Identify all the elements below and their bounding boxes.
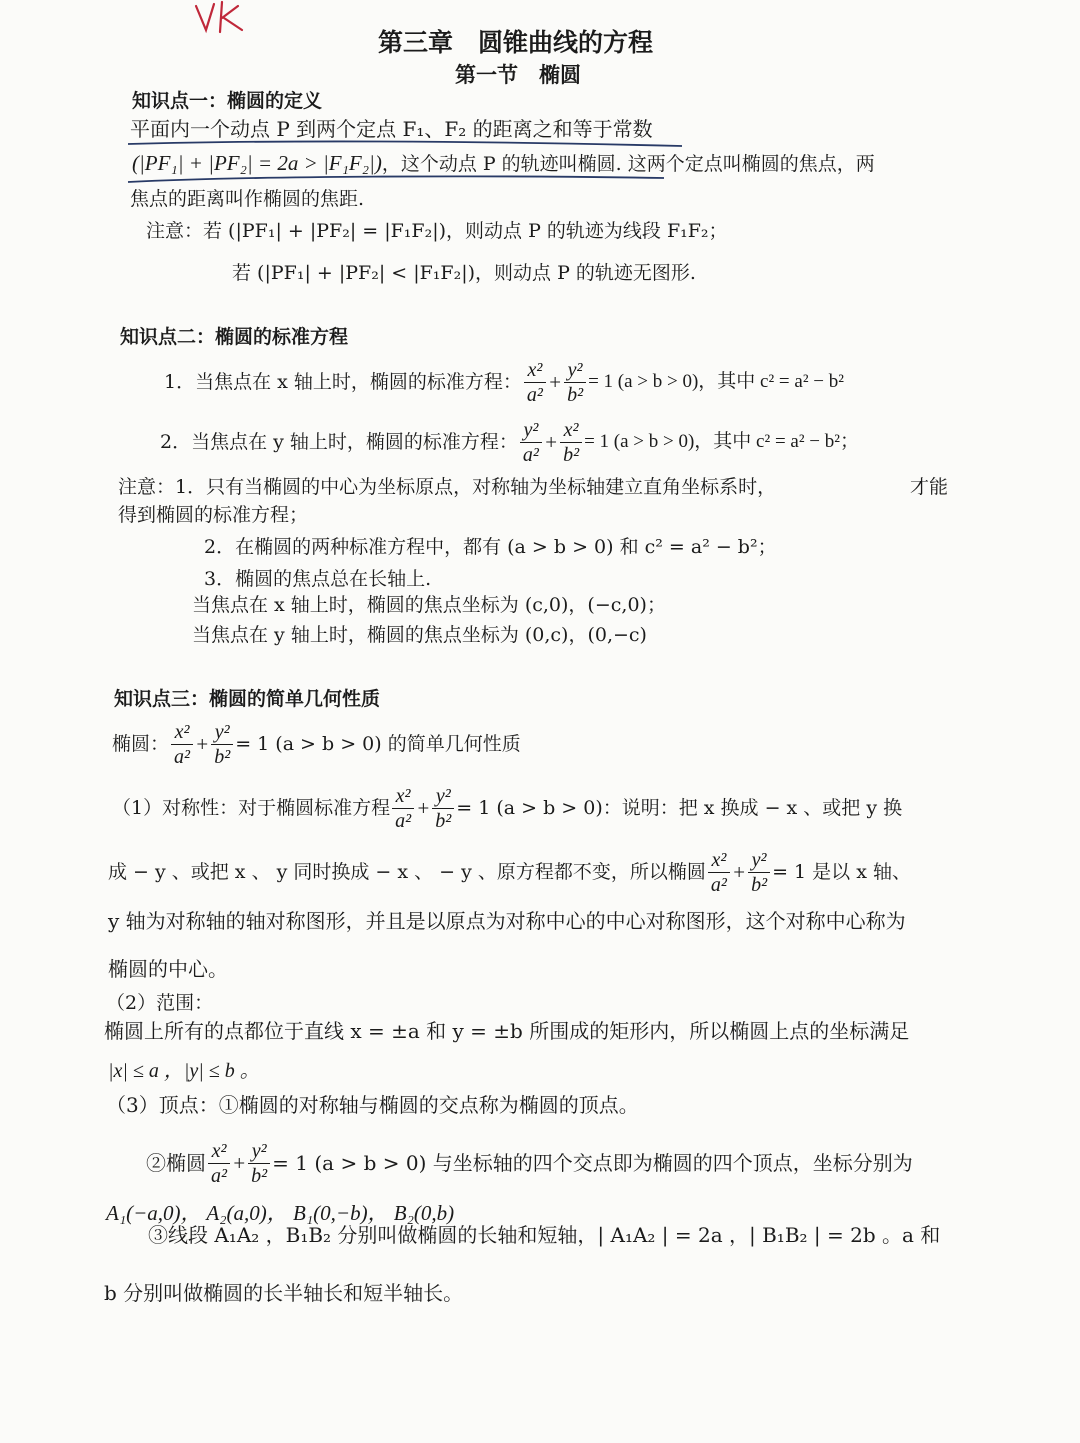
- definition-formula: (|PF₁| + |PF₂| = 2a > |F₁F₂|): [132, 151, 382, 175]
- fraction-y2-b2: [432, 784, 454, 833]
- numerator: y²: [211, 720, 233, 745]
- kp2-item2: [160, 412, 859, 472]
- denominator: b²: [251, 1164, 268, 1187]
- kp3-range-1: 椭圆上所有的点都位于直线 x = ±a 和 y = ±b 所围成的矩形内，所以椭圆上点的坐标满足: [104, 1019, 910, 1043]
- numerator: y²: [564, 358, 586, 383]
- denominator: a²: [211, 1164, 227, 1187]
- plus-sign: +: [232, 1151, 247, 1175]
- kp3-sym2-pre: 成 − y 、或把 x 、 y 同时换成 − x 、 − y 、原方程都不变，所以椭圆: [108, 861, 706, 883]
- chapter-title: 第三章 圆锥曲线的方程: [378, 28, 654, 57]
- kp3-symmetry-3: y 轴为对称轴的轴对称图形，并且是以原点为对称中心的中心对称图形，这个对称中心称为: [108, 909, 906, 933]
- fraction-x2-a2: [392, 784, 414, 833]
- denominator: b²: [751, 873, 768, 896]
- numerator: y²: [520, 418, 542, 443]
- kp3-symmetry-4: 椭圆的中心。: [108, 957, 228, 981]
- kp1-line1: 平面内一个动点 P 到两个定点 F₁、F₂ 的距离之和等于常数: [130, 117, 653, 141]
- fraction-y2-a2: [520, 418, 542, 467]
- kp2-item1-pre: 1．当焦点在 x 轴上时，椭圆的标准方程：: [164, 371, 522, 393]
- kp3-vertex-1: （3）顶点：①椭圆的对称轴与椭圆的交点称为椭圆的顶点。: [106, 1093, 639, 1117]
- kp2-item2-pre: 2．当焦点在 y 轴上时，椭圆的标准方程：: [160, 431, 518, 453]
- numerator: y²: [748, 848, 770, 873]
- kp3-sym-pre: （1）对称性：对于椭圆标准方程: [112, 797, 391, 819]
- plus-sign: +: [543, 430, 559, 454]
- kp2-note-b: 得到椭圆的标准方程；: [118, 504, 309, 526]
- numerator: x²: [208, 1139, 230, 1164]
- kp2-note3: 3．椭圆的焦点总在长轴上.: [204, 568, 432, 590]
- kp3-sym-post: = 1 (a > b > 0)：说明：把 x 换成 − x 、或把 y 换: [456, 797, 903, 819]
- plus-sign: +: [547, 370, 563, 394]
- kp3-symmetry-2: [108, 840, 911, 904]
- kp2-item1-post: = 1 (a > b > 0)，其中 c² = a² − b²: [588, 371, 844, 392]
- kp3-title: 知识点三：椭圆的简单几何性质: [114, 688, 381, 710]
- kp3-vertex-2: [146, 1130, 913, 1196]
- denominator: a²: [522, 443, 539, 466]
- fraction-y2-b2: [211, 720, 233, 769]
- fraction-x2-a2: [208, 1139, 230, 1188]
- denominator: b²: [214, 745, 231, 768]
- denominator: a²: [526, 383, 543, 406]
- numerator: y²: [248, 1139, 270, 1164]
- denominator: b²: [435, 809, 452, 832]
- underline-stroke-1: [126, 138, 686, 150]
- kp2-note-a-tail: 才能: [910, 476, 949, 498]
- kp3-range-2: |x| ≤ a ，|y| ≤ b 。: [108, 1060, 260, 1082]
- denominator: a²: [710, 873, 727, 896]
- kp2-item1: [164, 352, 844, 412]
- fraction-x2-a2: [708, 848, 730, 897]
- kp1-title: 知识点一：椭圆的定义: [132, 90, 323, 112]
- kp3-intro-post: = 1 (a > b > 0) 的简单几何性质: [235, 733, 521, 755]
- numerator: x²: [560, 418, 582, 443]
- kp2-note5: 当焦点在 y 轴上时，椭圆的焦点坐标为 (0,c)，(0,−c): [192, 624, 647, 646]
- denominator: a²: [395, 809, 412, 832]
- fraction-x2-a2: [524, 358, 546, 407]
- numerator: y²: [432, 784, 454, 809]
- kp3-vertex2-post: = 1 (a > b > 0) 与坐标轴的四个交点即为椭圆的四个顶点，坐标分别为: [272, 1151, 913, 1175]
- kp2-note-a: 注意：1．只有当椭圆的中心为坐标原点，对称轴为坐标轴建立直角坐标系时，: [118, 476, 777, 498]
- kp3-vertex-4: ③线段 A₁A₂ ，B₁B₂ 分别叫做椭圆的长轴和短轴，| A₁A₂ | = 2a ，| B₁B₂ | = 2b 。a 和: [148, 1223, 941, 1247]
- plus-sign: +: [731, 860, 747, 884]
- kp3-sym2-post: = 1 是以 x 轴、: [772, 861, 911, 883]
- denominator: a²: [174, 745, 191, 768]
- kp3-vertex2-pre: ②椭圆: [146, 1151, 206, 1175]
- kp3-symmetry: [112, 776, 902, 840]
- kp1-note2: 若 (|PF₁| + |PF₂| < |F₁F₂|)，则动点 P 的轨迹无图形.: [232, 262, 696, 284]
- definition-text: ，这个动点 P 的轨迹叫椭圆. 这两个定点叫椭圆的焦点，两: [381, 153, 875, 175]
- kp3-vertex-3: A₁(−a,0)， A₂(a,0)， B₁(0,−b)， B₂(0,b): [106, 1201, 455, 1225]
- section-title: 第一节 椭圆: [455, 63, 581, 87]
- handwritten-mark-svg: [192, 0, 252, 40]
- handwritten-mark: [192, 0, 252, 40]
- plus-sign: +: [416, 796, 431, 820]
- numerator: x²: [392, 784, 414, 809]
- kp3-range-title: （2）范围：: [106, 992, 214, 1014]
- fraction-x2-a2: [171, 720, 193, 769]
- kp1-line3: 焦点的距离叫作椭圆的焦距.: [130, 188, 365, 210]
- kp1-note1: 注意：若 (|PF₁| + |PF₂| = |F₁F₂|)，则动点 P 的轨迹为线段 F₁F₂；: [146, 220, 728, 242]
- numerator: x²: [171, 720, 193, 745]
- kp3-vertex-5: b 分别叫做椭圆的长半轴长和短半轴长。: [104, 1281, 464, 1305]
- fraction-x2-b2: [560, 418, 582, 467]
- numerator: x²: [708, 848, 730, 873]
- denominator: b²: [567, 383, 584, 406]
- numerator: x²: [524, 358, 546, 383]
- kp2-title: 知识点二：椭圆的标准方程: [120, 326, 349, 348]
- denominator: b²: [563, 443, 580, 466]
- kp2-note4: 当焦点在 x 轴上时，椭圆的焦点坐标为 (c,0)，(−c,0)；: [192, 594, 666, 616]
- kp2-note2: 2．在椭圆的两种标准方程中，都有 (a > b > 0) 和 c² = a² − b²；: [204, 536, 777, 558]
- kp2-item2-post: = 1 (a > b > 0)，其中 c² = a² − b²；: [584, 431, 859, 452]
- kp3-intro-pre: 椭圆：: [112, 733, 170, 755]
- plus-sign: +: [195, 732, 210, 756]
- kp3-intro: [112, 712, 521, 776]
- fraction-y2-b2: [748, 848, 770, 897]
- fraction-y2-b2: [248, 1139, 270, 1188]
- fraction-y2-b2: [564, 358, 586, 407]
